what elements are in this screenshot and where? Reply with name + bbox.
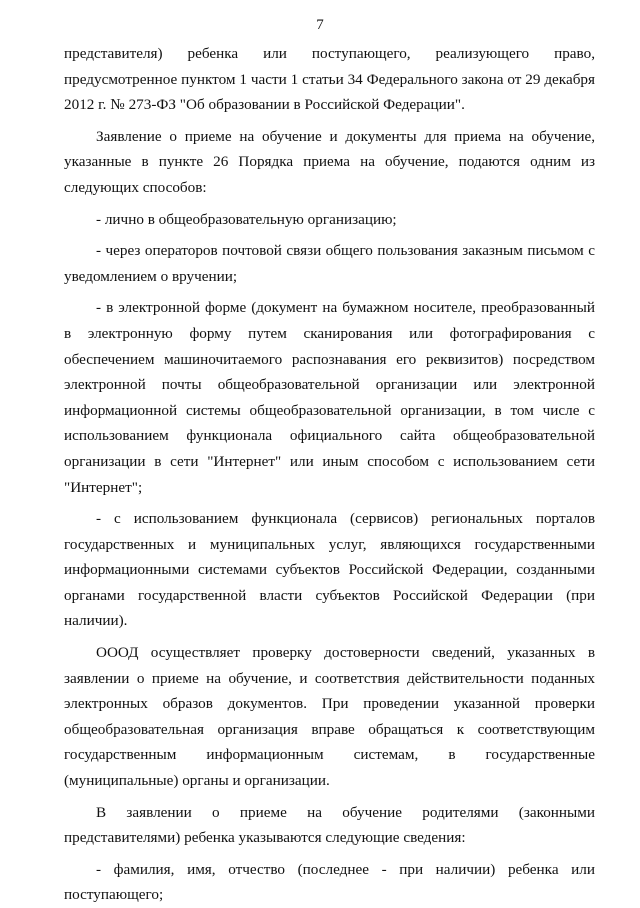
paragraph-verification: ОООД осуществляет проверку достоверности сведений, указанных в заявлении о приеме на обучение, и соответствия действительности поданных электронных образов документов. При проведении указанной проверки общеобразовательная организация вправе обращаться к соответствующим государственным информационным системам, в государственные (муниципальные) органы и организации. xyxy=(64,644,595,790)
list-item-in-person: - лично в общеобразовательную организацию; xyxy=(96,210,397,228)
document-body xyxy=(64,41,595,908)
list-item-regional-portals: - с использованием функционала (сервисов) региональных порталов государственных и муниципальных услуг, являющихся государственными информационными системами субъектов Российской Федерации, созданными органами государственной власти субъектов Российской Федерации (при наличии). xyxy=(64,510,595,630)
page-number: 7 xyxy=(316,17,324,33)
list-item-postal: - через операторов почтовой связи общего пользования заказным письмом с уведомлением о вручении; xyxy=(64,242,595,285)
paragraph-application-details: В заявлении о приеме на обучение родителями (законными представителями) ребенка указываются следующие сведения: xyxy=(64,803,595,847)
list-item-electronic: - в электронной форме (документ на бумажном носителе, преобразованный в электронную форму путем сканирования или фотографирования с обеспечением машиночитаемого распознавания его реквизитов) посредством электронной почты общеобразовательной организации или электронной информационной системы общеобразовательной организации, в том числе с использованием функционала официального сайта общеобразовательной организации в сети "Интернет" или иным способом с использованием сети "Интернет"; xyxy=(64,299,595,496)
list-item-full-name: - фамилия, имя, отчество (последнее - при наличии) ребенка или поступающего; xyxy=(64,860,595,904)
paragraph-application-methods: Заявление о приеме на обучение и документы для приема на обучение, указанные в пункте 26 Порядка приема на обучение, подаются одним из следующих способов: xyxy=(64,127,595,196)
paragraph-continuation: представителя) ребенка или поступающего, реализующего право, предусмотренное пунктом 1 части 1 статьи 34 Федерального закона от 29 декабря 2012 г. № 273-ФЗ "Об образовании в Российской Федерации". xyxy=(64,45,595,114)
